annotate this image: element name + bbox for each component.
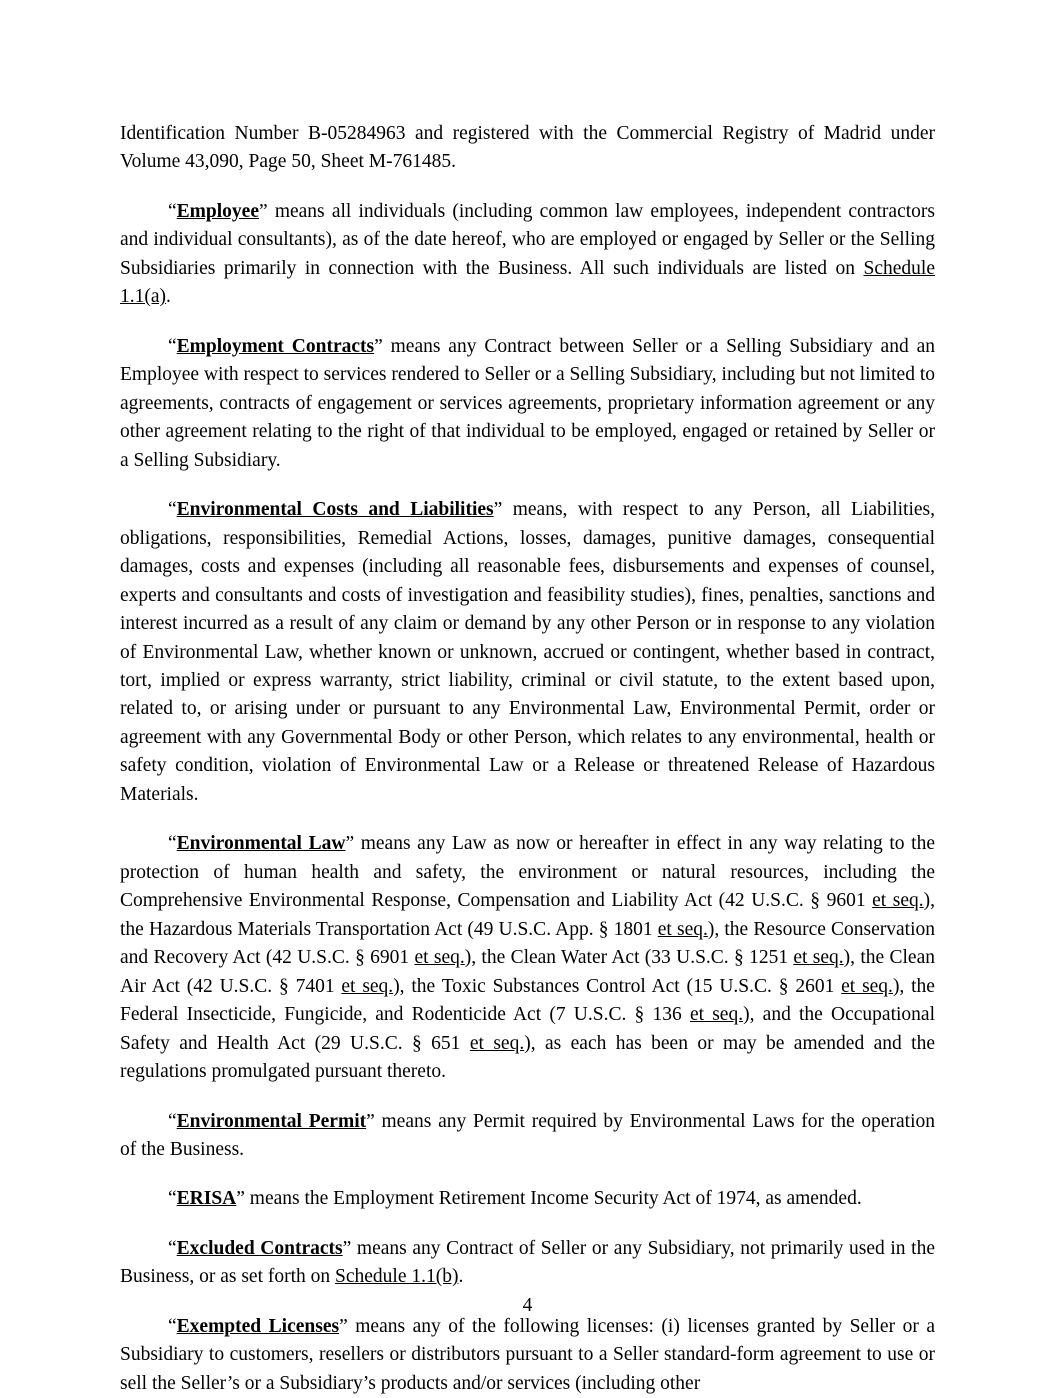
paragraph	[120, 120, 935, 177]
paragraph	[120, 830, 935, 1086]
text-run: “	[168, 200, 177, 222]
document-body	[120, 120, 935, 1398]
page-number: 4	[522, 1295, 533, 1316]
text-run: ), the Clean Water Act (33 U.S.C. § 1251	[464, 947, 794, 969]
text-run: ), the Resource Conservation and Recovery Act (42 U.S.C. § 6901	[120, 918, 936, 969]
text-run: ), the Toxic Substances Control Act (15 U.S.C. § 2601	[393, 975, 842, 997]
text-run: ” means any of the following licenses: (i) licenses granted by Seller or a Subsidiary to customers, resellers or distributors pursuant to a Seller standard-form agreement to use or sell the Seller’s or a Subsidiary’s products and/or services (including other	[120, 1315, 936, 1394]
underlined-reference: Schedule 1.1(a)	[120, 257, 935, 308]
paragraph	[120, 1185, 935, 1213]
paragraph	[120, 198, 935, 312]
underlined-reference: Schedule 1.1(b)	[335, 1266, 459, 1288]
paragraph	[120, 1235, 935, 1292]
underlined-reference: et seq.	[657, 918, 708, 940]
underlined-reference: et seq.	[793, 947, 844, 969]
paragraph	[120, 496, 935, 809]
text-run: ), the Hazardous Materials Transportation Act (49 U.S.C. App. § 1801	[120, 890, 935, 940]
text-run: ” means any Permit required by Environmental Laws for the operation of the Business.	[120, 1110, 935, 1160]
underlined-reference: et seq.	[469, 1032, 525, 1054]
text-run: ” means all individuals (including common law employees, independent contractors and individual consultants), as of the date hereof, who are employed or engaged by Seller or the Selling Subsidiaries primarily in connection with the Business. All such individuals are listed on	[120, 200, 935, 279]
text-run: ), and the Occupational Safety and Health Act (29 U.S.C. § 651	[120, 1004, 935, 1054]
text-run: “	[168, 499, 177, 521]
text-run: ), the Federal Insecticide, Fungicide, and Rodenticide Act (7 U.S.C. § 136	[120, 975, 935, 1026]
underlined-reference: et seq.	[341, 975, 394, 997]
defined-term: Employment Contracts	[176, 335, 375, 357]
defined-term: ERISA	[176, 1188, 237, 1210]
text-run: “	[168, 833, 177, 855]
defined-term: Employee	[176, 200, 259, 222]
defined-term: Environmental Permit	[176, 1110, 367, 1132]
text-run: ” means, with respect to any Person, all Liabilities, obligations, responsibilities, Remedial Actions, losses, damages, punitive damages, consequential damages, costs and expenses (including all reasonable fees, disbursements and expenses of counsel, experts and consultants and costs of investigation and feasibility studies), fines, penalties, sanctions and interest incurred as a result of any claim or demand by any other Person or in response to any violation of Environmental Law, whether known or unknown, accrued or contingent, whether based in contract, tort, implied or express warranty, strict liability, criminal or civil statute, to the extent based upon, related to, or arising under or pursuant to any Environmental Law, Environmental Permit, order or agreement with any Governmental Body or other Person, which relates to any environmental, health or safety condition, violation of Environmental Law or a Release or threatened Release of Hazardous Materials.	[120, 499, 935, 805]
defined-term: Exempted Licenses	[176, 1315, 340, 1337]
text-run: “	[168, 1237, 177, 1259]
text-run: “	[168, 1110, 177, 1132]
text-run: “	[168, 1188, 177, 1210]
text-run: ” means any Law as now or hereafter in effect in any way relating to the protection of human health and safety, the environment or natural resources, including the Comprehensive Environmental Response, Compensation and Liability Act (42 U.S.C. § 9601	[120, 833, 935, 912]
underlined-reference: et seq.	[689, 1004, 744, 1026]
paragraph	[120, 1313, 935, 1398]
text-run: ” means any Contract of Seller or any Subsidiary, not primarily used in the Business, or as set forth on	[120, 1237, 935, 1288]
text-run: ), as each has been or may be amended and the regulations promulgated pursuant thereto.	[120, 1032, 935, 1083]
defined-term: Environmental Costs and Liabilities	[176, 499, 494, 521]
underlined-reference: et seq.	[841, 975, 893, 997]
underlined-reference: et seq.	[414, 947, 465, 969]
paragraph	[120, 1108, 935, 1165]
defined-term: Excluded Contracts	[176, 1237, 343, 1259]
underlined-reference: et seq.	[872, 890, 924, 912]
text-run: “	[168, 335, 177, 357]
paragraph	[120, 333, 935, 475]
text-run: ), the Clean Air Act (42 U.S.C. § 7401	[120, 947, 935, 997]
text-run: Identification Number B-05284963 and registered with the Commercial Registry of Madrid under Volume 43,090, Page 50, Sheet M-761485.	[120, 123, 935, 173]
text-run: .	[458, 1266, 464, 1288]
text-run: ” means the Employment Retirement Income Security Act of 1974, as amended.	[236, 1188, 862, 1210]
text-run: “	[168, 1315, 177, 1337]
text-run: ” means any Contract between Seller or a Selling Subsidiary and an Employee with respect to services rendered to Seller or a Selling Subsidiary, including but not limited to agreements, contracts of engagement or services agreements, proprietary information agreement or any other agreement relating to the right of that individual to be employed, engaged or retained by Seller or a Selling Subsidiary.	[120, 335, 935, 471]
text-run: .	[166, 286, 171, 308]
defined-term: Environmental Law	[176, 833, 346, 855]
